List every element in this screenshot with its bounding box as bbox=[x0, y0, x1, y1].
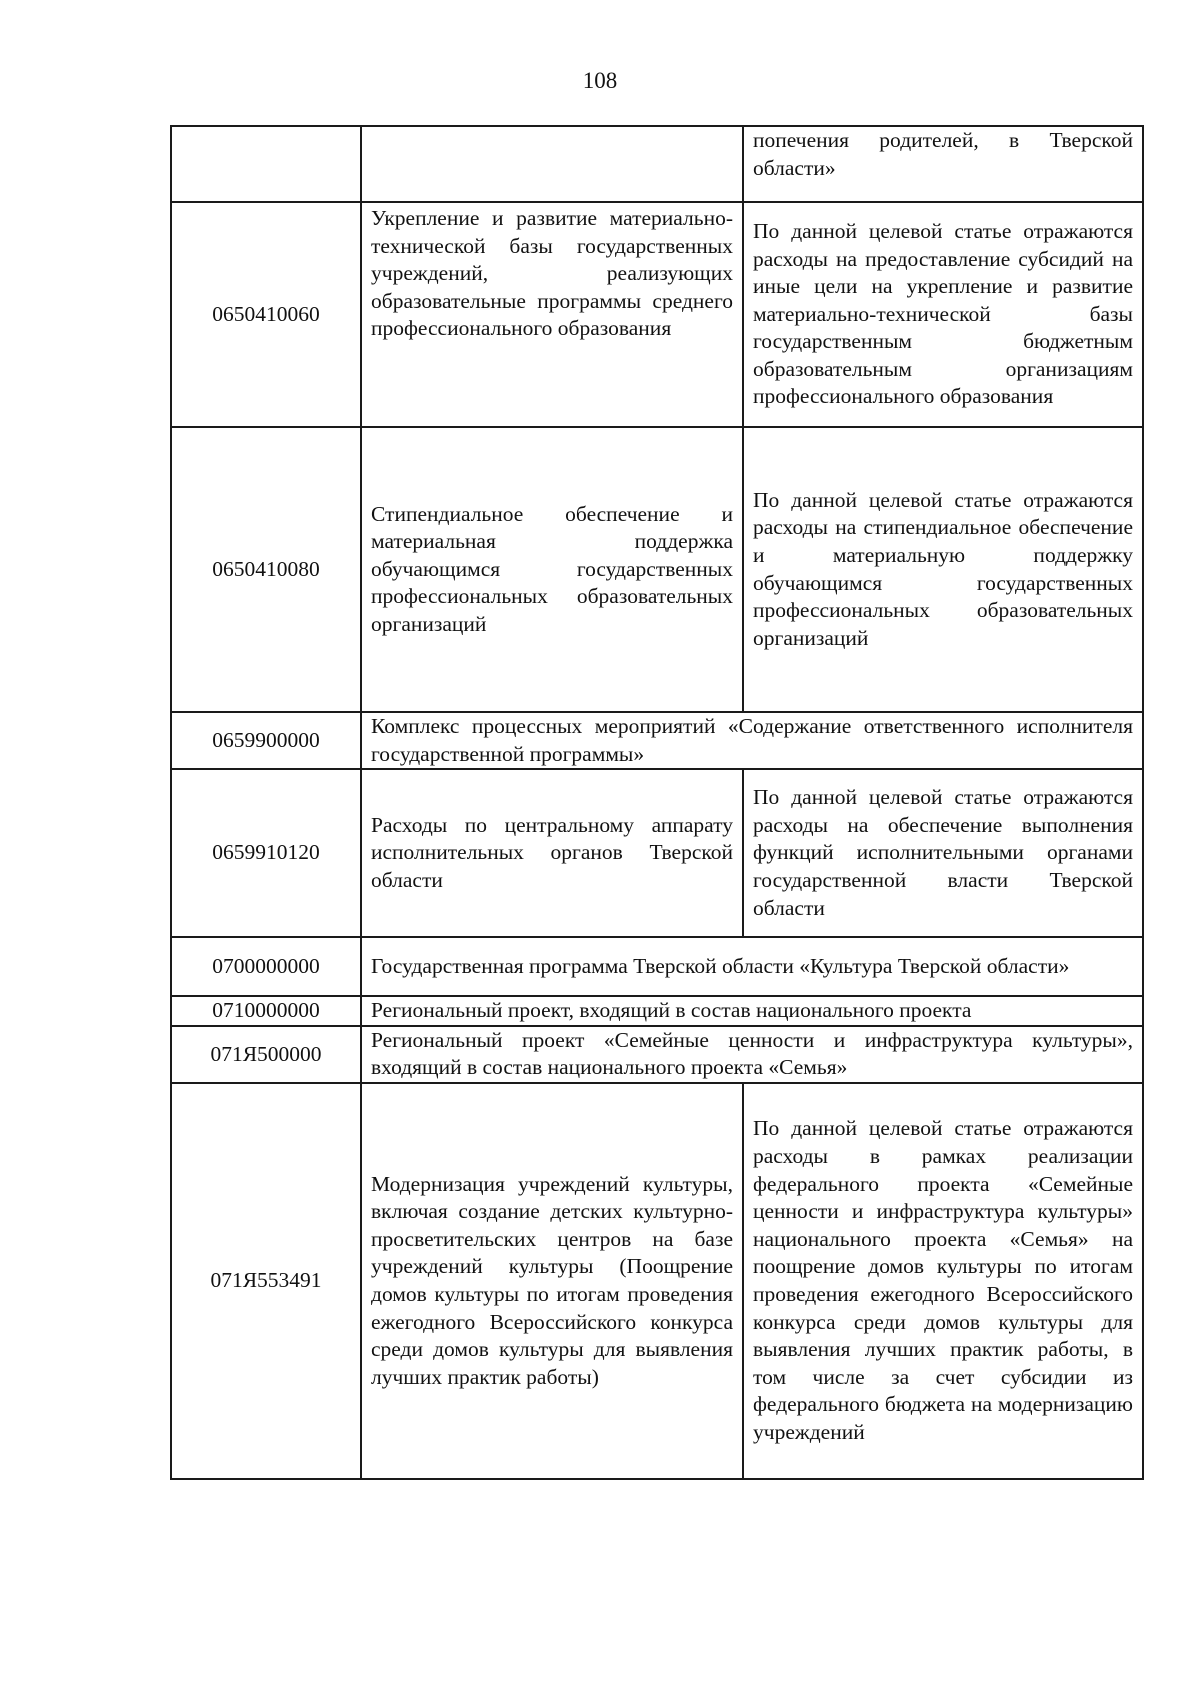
row-name-cell bbox=[361, 126, 743, 202]
table-row bbox=[171, 202, 1143, 427]
row-description-cell: По данной целевой статье отражаются расходы на обеспечение выполнения функций исполнительными органами государственной власти Тверской области bbox=[743, 769, 1143, 937]
page-number: 108 bbox=[582, 68, 618, 93]
table-row bbox=[171, 427, 1143, 712]
row-name-cell: Укрепление и развитие материально-технической базы государственных учреждений, реализующих образовательные программы среднего профессионального образования bbox=[361, 202, 743, 427]
row-name-cell: Расходы по центральному аппарату исполнительных органов Тверской области bbox=[361, 769, 743, 937]
row-code-cell: 0710000000 bbox=[171, 996, 361, 1026]
table-row bbox=[171, 937, 1143, 996]
table-row bbox=[171, 996, 1143, 1026]
row-code-cell: 071Я500000 bbox=[171, 1026, 361, 1083]
row-name-cell: Стипендиальное обеспечение и материальная поддержка обучающимся государственных профессиональных образовательных организаций bbox=[361, 427, 743, 712]
row-code-cell: 071Я553491 bbox=[171, 1083, 361, 1479]
row-code-cell: 0650410080 bbox=[171, 427, 361, 712]
table-row bbox=[171, 769, 1143, 937]
table-row bbox=[171, 712, 1143, 769]
table-row bbox=[171, 126, 1143, 202]
row-description-cell: По данной целевой статье отражаются расходы в рамках реализации федерального проекта «Семейные ценности и инфраструктура культуры» национального проекта «Семья» на поощрение домов культуры по итогам проведения ежегодного Всероссийского конкурса среди домов культуры для выявления лучших практик работы, в том числе за счет субсидии из федерального бюджета на модернизацию учреждений bbox=[743, 1083, 1143, 1479]
row-merged-cell: Государственная программа Тверской области «Культура Тверской области» bbox=[361, 937, 1143, 996]
table-row bbox=[171, 1083, 1143, 1479]
row-code-cell: 0700000000 bbox=[171, 937, 361, 996]
row-code-cell bbox=[171, 126, 361, 202]
row-merged-cell: Комплекс процессных мероприятий «Содержание ответственного исполнителя государственной программы» bbox=[361, 712, 1143, 769]
row-description-cell: По данной целевой статье отражаются расходы на предоставление субсидий на иные цели на укрепление и развитие материально-технической базы государственным бюджетным образовательным организациям профессионального образования bbox=[743, 202, 1143, 427]
table-row bbox=[171, 1026, 1143, 1083]
budget-classification-table bbox=[170, 125, 1144, 1480]
row-description-cell: попечения родителей, в Тверской области» bbox=[743, 126, 1143, 202]
row-name-cell: Модернизация учреждений культуры, включая создание детских культурно-просветительских центров на базе учреждений культуры (Поощрение домов культуры по итогам проведения ежегодного Всероссийского конкурса среди домов культуры для выявления лучших практик работы) bbox=[361, 1083, 743, 1479]
row-merged-cell: Региональный проект, входящий в состав национального проекта bbox=[361, 996, 1143, 1026]
row-code-cell: 0650410060 bbox=[171, 202, 361, 427]
row-code-cell: 0659910120 bbox=[171, 769, 361, 937]
row-merged-cell: Региональный проект «Семейные ценности и инфраструктура культуры», входящий в состав национального проекта «Семья» bbox=[361, 1026, 1143, 1083]
row-code-cell: 0659900000 bbox=[171, 712, 361, 769]
row-description-cell: По данной целевой статье отражаются расходы на стипендиальное обеспечение и материальную поддержку обучающимся государственных профессиональных образовательных организаций bbox=[743, 427, 1143, 712]
